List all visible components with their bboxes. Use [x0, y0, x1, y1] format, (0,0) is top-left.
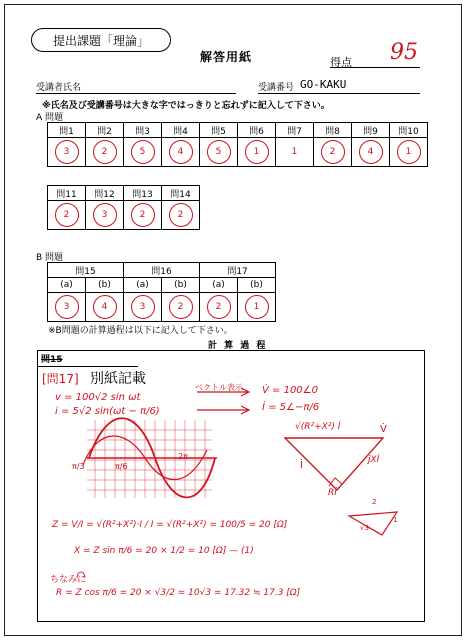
work-title: 計 算 過 程	[208, 341, 268, 351]
sheet-title: 解答用紙	[200, 50, 253, 64]
part-header: (a)	[124, 278, 162, 293]
section-a-table-2	[47, 185, 200, 230]
answer-cell	[162, 293, 200, 322]
part-header: (a)	[48, 278, 86, 293]
section-b-table	[47, 262, 276, 322]
phasor-i: İ = 5∠−π/6	[262, 402, 320, 413]
answer-cell	[124, 293, 162, 322]
answer-value: 3	[63, 147, 70, 157]
answer-value: 2	[139, 210, 146, 220]
table-part-row	[48, 278, 276, 293]
question-header: 問10	[390, 123, 428, 138]
correct-circle	[55, 203, 79, 227]
answer-cell	[162, 201, 200, 230]
group-header: 問16	[124, 263, 200, 278]
answer-value: 2	[177, 210, 184, 220]
impedance-equation: Z = V/I = √(R²+X²)·I / I = √(R²+X²) = 100/5 = 20 [Ω]	[52, 520, 288, 530]
correct-circle	[93, 203, 117, 227]
current-equation: i = 5√2 sin(ωt − π/6)	[55, 406, 160, 417]
answer-cell	[162, 138, 200, 167]
reactance-equation: X = Z sin π/6 = 20 × 1/2 = 10 [Ω] — (1)	[74, 546, 254, 556]
correct-circle	[207, 140, 231, 164]
question-header: 問6	[238, 123, 276, 138]
answer-cell	[86, 201, 124, 230]
question-header: 問9	[352, 123, 390, 138]
resistance-equation: R = Z cos π/6 = 20 × √3/2 = 10√3 = 17.32 ≒ 17.3 [Ω]	[56, 588, 301, 598]
question-header: 問1	[48, 123, 86, 138]
graph-grid	[87, 420, 212, 498]
answer-cell	[48, 293, 86, 322]
correct-circle	[93, 140, 117, 164]
correct-circle	[55, 140, 79, 164]
question-header: 問4	[162, 123, 200, 138]
part-header: (a)	[200, 278, 238, 293]
correct-circle	[169, 140, 193, 164]
table-answer-row	[48, 138, 428, 167]
separate-sheet-note: 別紙記載	[90, 371, 146, 387]
answer-value: 2	[63, 210, 70, 220]
correct-circle	[359, 140, 383, 164]
number-value: GO-KAKU	[300, 78, 347, 91]
answer-value: 5	[139, 147, 146, 157]
small-triangle-label-1: 1	[393, 516, 398, 524]
aside-note: ちなみに	[50, 575, 87, 585]
answer-value: 4	[367, 147, 374, 157]
vector-note: ベクトル表示	[195, 383, 243, 392]
small-triangle-label-r3: √3	[360, 524, 369, 532]
correct-circle	[397, 140, 421, 164]
correct-circle	[93, 295, 117, 319]
table-answer-row	[48, 201, 200, 230]
answer-cell	[124, 138, 162, 167]
answer-cell	[86, 293, 124, 322]
name-label: 受講者氏名	[36, 83, 82, 93]
answer-cell	[48, 138, 86, 167]
question-header: 問2	[86, 123, 124, 138]
question-header: 問12	[86, 186, 124, 201]
graph-label-pi3: π/3	[72, 462, 85, 471]
phasor-v: V̇ = 100∠0	[262, 385, 318, 396]
answer-value: 2	[329, 147, 336, 157]
table-answer-row	[48, 293, 276, 322]
part-header: (b)	[162, 278, 200, 293]
question-header: 問14	[162, 186, 200, 201]
question-header: 問13	[124, 186, 162, 201]
struck-question-label: 問15	[41, 355, 63, 365]
correct-circle	[245, 295, 269, 319]
answer-value: 1	[291, 147, 298, 157]
answer-value: 3	[139, 302, 146, 312]
question-header: 問8	[314, 123, 352, 138]
small-triangle-label-2: 2	[372, 498, 377, 506]
answer-value: 1	[405, 147, 412, 157]
answer-cell	[86, 138, 124, 167]
answer-value: 4	[177, 147, 184, 157]
question-header: 問5	[200, 123, 238, 138]
arrow-icon	[197, 406, 249, 414]
score-underline	[330, 67, 420, 68]
section-b-title: B 問題	[36, 253, 64, 263]
answer-value: 3	[101, 210, 108, 220]
correct-circle	[55, 295, 79, 319]
answer-cell	[48, 201, 86, 230]
triangle-i-label: İ	[300, 460, 303, 471]
answer-cell	[238, 293, 276, 322]
arrow-icon	[197, 388, 249, 396]
number-label: 受講番号	[258, 83, 295, 93]
answer-cell	[238, 138, 276, 167]
answer-cell	[390, 138, 428, 167]
part-header: (b)	[86, 278, 124, 293]
section-a-table-1	[47, 122, 428, 167]
assignment-tag: 提出課題「理論」	[31, 28, 171, 52]
answer-cell	[124, 201, 162, 230]
answer-cell	[200, 293, 238, 322]
name-line	[36, 93, 236, 94]
section-a-title: A 問題	[36, 113, 64, 123]
correct-circle	[245, 140, 269, 164]
answer-cell	[352, 138, 390, 167]
answer-cell	[314, 138, 352, 167]
question-number: [問17]	[42, 372, 79, 386]
answer-value: 2	[215, 302, 222, 312]
correct-circle	[131, 295, 155, 319]
group-header: 問17	[200, 263, 276, 278]
question-header: 問11	[48, 186, 86, 201]
group-header: 問15	[48, 263, 124, 278]
voltage-equation: v = 100√2 sin ωt	[55, 392, 141, 403]
number-line	[258, 93, 420, 94]
table-header-row	[48, 123, 428, 138]
correct-circle	[131, 203, 155, 227]
triangle-r-label: Rİ	[328, 488, 337, 498]
correct-circle	[169, 203, 193, 227]
part-header: (b)	[238, 278, 276, 293]
answer-cell	[276, 138, 314, 167]
score-label: 得点	[330, 56, 352, 69]
triangle-jx-label: jXİ	[368, 455, 380, 465]
answer-value: 3	[63, 302, 70, 312]
answer-value: 5	[215, 147, 222, 157]
table-header-row	[48, 186, 200, 201]
b-instruction: ※B問題の計算過程は以下に記入して下さい。	[48, 326, 233, 336]
score-value: 95	[390, 40, 418, 65]
triangle-top-label: √(R²+X²) İ	[295, 422, 341, 432]
correct-circle	[321, 140, 345, 164]
correct-circle	[169, 295, 193, 319]
answer-cell	[200, 138, 238, 167]
question-header: 問3	[124, 123, 162, 138]
name-instruction: ※氏名及び受講番号は大きな字ではっきりと忘れずに記入して下さい。	[42, 101, 330, 111]
answer-value: 2	[101, 147, 108, 157]
question-header: 問7	[276, 123, 314, 138]
answer-value: 1	[253, 147, 260, 157]
correct-circle	[207, 295, 231, 319]
table-group-row	[48, 263, 276, 278]
answer-value: 2	[177, 302, 184, 312]
work-drawings	[37, 350, 425, 622]
graph-label-2pi: 2π	[178, 452, 188, 461]
correct-circle	[131, 140, 155, 164]
answer-value: 4	[101, 302, 108, 312]
graph-label-pi6: π/6	[115, 462, 128, 471]
triangle-v-label: V̇	[380, 424, 387, 435]
reference-triangle	[349, 512, 397, 535]
answer-value: 1	[253, 302, 260, 312]
